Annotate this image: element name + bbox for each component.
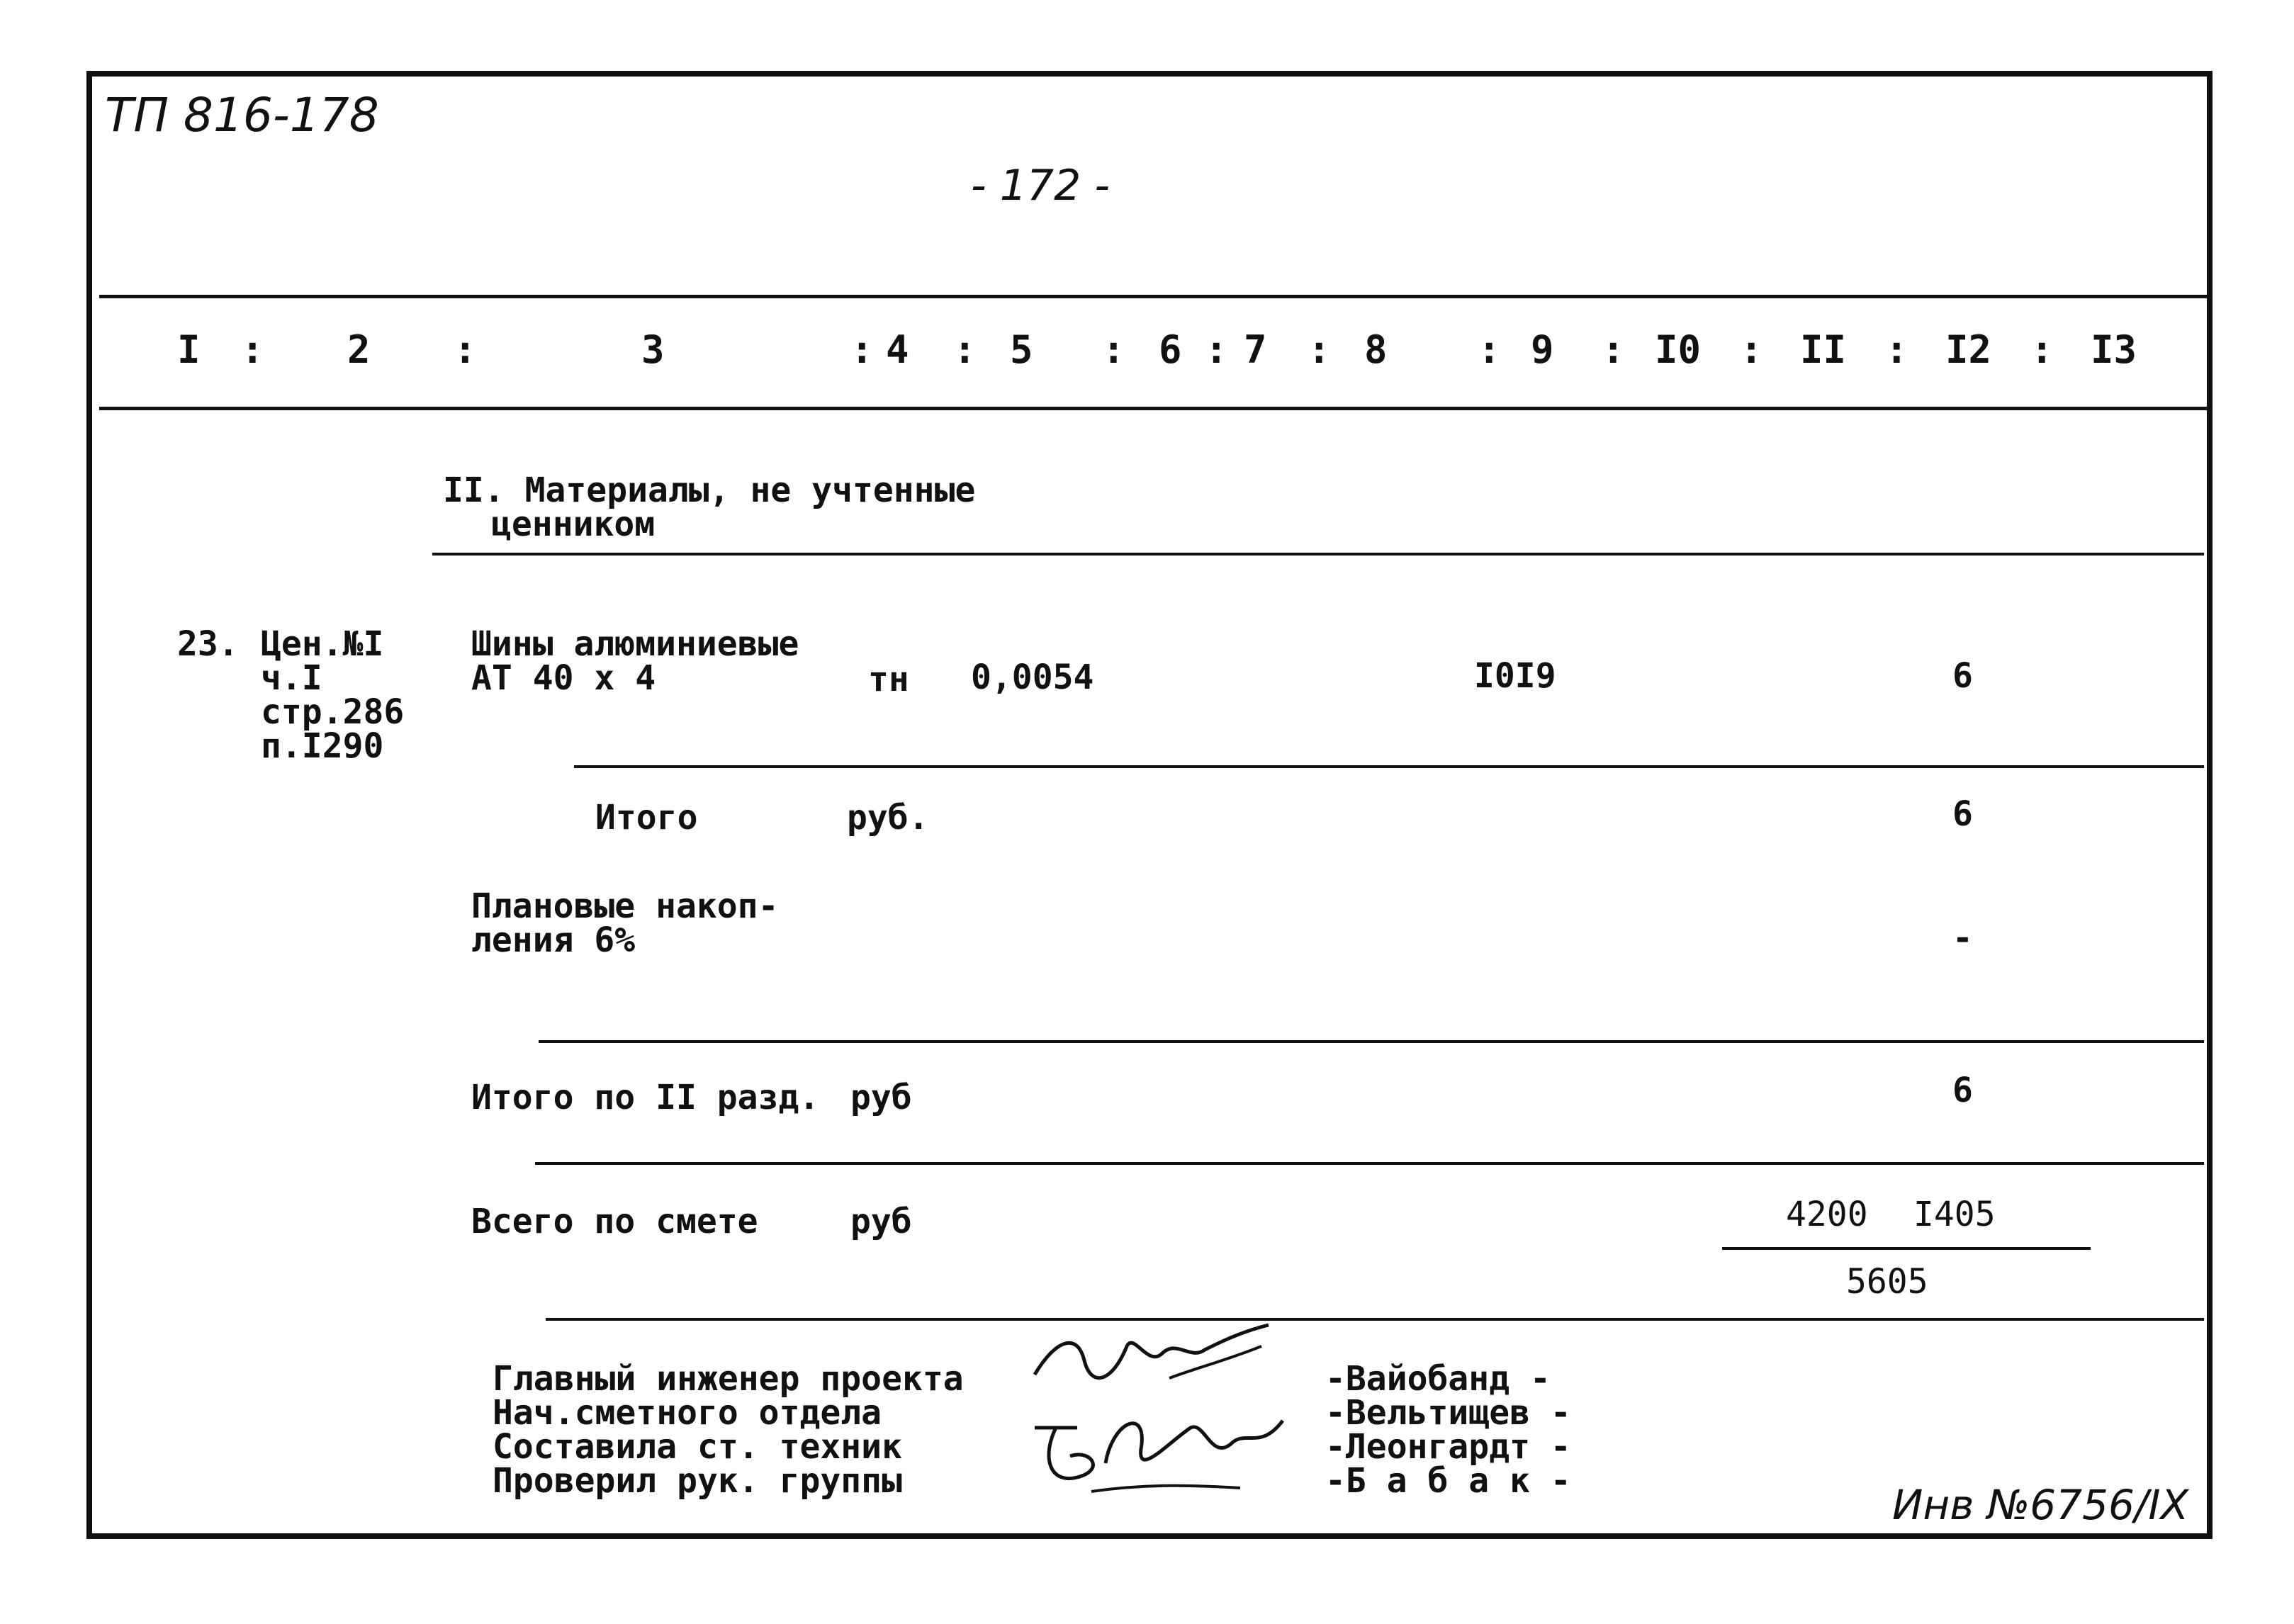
- item-ref-line3: стр.286: [261, 692, 405, 732]
- name-chief-engineer: -Вайобанд -: [1325, 1359, 1551, 1399]
- col-sep: :: [241, 327, 264, 372]
- grand-total-rule: [546, 1318, 2204, 1321]
- section-title: [443, 470, 976, 544]
- col-12: I2: [1945, 327, 1992, 372]
- planned-rule: [539, 1040, 2204, 1043]
- col-sep: :: [2030, 327, 2054, 372]
- item-number: 23.: [177, 624, 239, 664]
- col-5: 5: [1010, 327, 1033, 372]
- header-rule: [99, 295, 2213, 298]
- document-code: ТП 816-178: [105, 88, 379, 142]
- item-name: [471, 624, 799, 698]
- col-2: 2: [347, 327, 371, 372]
- col-13: I3: [2091, 327, 2137, 372]
- col-6: 6: [1159, 327, 1182, 372]
- section-rule: [432, 553, 2204, 556]
- col-sep: :: [1205, 327, 1228, 372]
- inventory-number: Инв №6756/IX: [1892, 1481, 2189, 1529]
- col-sep: :: [1885, 327, 1908, 372]
- subtotal-unit: руб.: [847, 798, 929, 838]
- item-ref-line1: Цен.№I: [261, 624, 384, 664]
- col-4: 4: [886, 327, 909, 372]
- section-title-line1: II. Материалы, не учтенные: [443, 470, 976, 510]
- item-rule: [574, 765, 2204, 768]
- col-sep: :: [1308, 327, 1331, 372]
- col-sep: :: [953, 327, 977, 372]
- name-compiler: -Леонгардт -: [1325, 1427, 1571, 1467]
- grand-total-label: Всего по смете: [471, 1202, 758, 1241]
- section-total-rule: [535, 1162, 2204, 1165]
- planned-label-line2: ления 6%: [471, 920, 636, 960]
- section-title-line2: ценником: [491, 504, 656, 544]
- col-3: 3: [641, 327, 665, 372]
- planned-label: [471, 886, 779, 960]
- subtotal-label: Итого: [595, 798, 698, 838]
- handwritten-signature-1: [1028, 1318, 1283, 1396]
- planned-value: -: [1952, 918, 1973, 958]
- item-name-line2: АТ 40 х 4: [471, 658, 656, 698]
- item-ref-line4: п.I290: [261, 726, 384, 766]
- role-checker: Проверил рук. группы: [493, 1461, 902, 1501]
- role-compiler: Составила ст. техник: [493, 1427, 902, 1467]
- col-sep: :: [1740, 327, 1763, 372]
- col-9: 9: [1531, 327, 1554, 372]
- signature-names: [1325, 1359, 1571, 1501]
- section-total-unit: руб: [850, 1078, 912, 1117]
- col-7: 7: [1244, 327, 1267, 372]
- section-total-label: Итого по II разд.: [471, 1078, 820, 1117]
- role-department-head: Нач.сметного отдела: [493, 1393, 882, 1433]
- planned-label-line1: Плановые накоп-: [471, 886, 779, 926]
- col-sep: :: [850, 327, 874, 372]
- item-total: 6: [1952, 656, 1973, 696]
- grand-total-fraction-rule: [1722, 1247, 2091, 1250]
- item-price: I0I9: [1474, 656, 1556, 696]
- item-reference: [261, 624, 405, 766]
- grand-total-unit: руб: [850, 1202, 912, 1241]
- page-number: - 172 -: [971, 161, 1110, 210]
- col-sep: :: [1602, 327, 1625, 372]
- item-quantity: 0,0054: [971, 658, 1094, 697]
- col-sep: :: [1478, 327, 1501, 372]
- handwritten-signature-2: [1028, 1399, 1311, 1506]
- item-name-line1: Шины алюминиевые: [471, 624, 799, 664]
- grand-total-value-a: 4200: [1786, 1195, 1868, 1234]
- col-10: I0: [1655, 327, 1702, 372]
- grand-total-sum: 5605: [1846, 1262, 1928, 1302]
- item-unit: тн: [868, 660, 909, 699]
- grand-total-value-b: I405: [1913, 1195, 1996, 1234]
- item-ref-line2: ч.I: [261, 658, 322, 698]
- column-header-rule: [99, 407, 2213, 410]
- signature-roles: [493, 1359, 964, 1501]
- col-11: II: [1800, 327, 1847, 372]
- subtotal-value: 6: [1952, 794, 1973, 834]
- name-checker: -Б а б а к -: [1325, 1461, 1571, 1501]
- name-department-head: -Вельтищев -: [1325, 1393, 1571, 1433]
- col-1: I: [177, 327, 201, 372]
- col-sep: :: [454, 327, 477, 372]
- col-sep: :: [1102, 327, 1125, 372]
- section-total-value: 6: [1952, 1071, 1973, 1110]
- col-8: 8: [1364, 327, 1388, 372]
- role-chief-engineer: Главный инженер проекта: [493, 1359, 964, 1399]
